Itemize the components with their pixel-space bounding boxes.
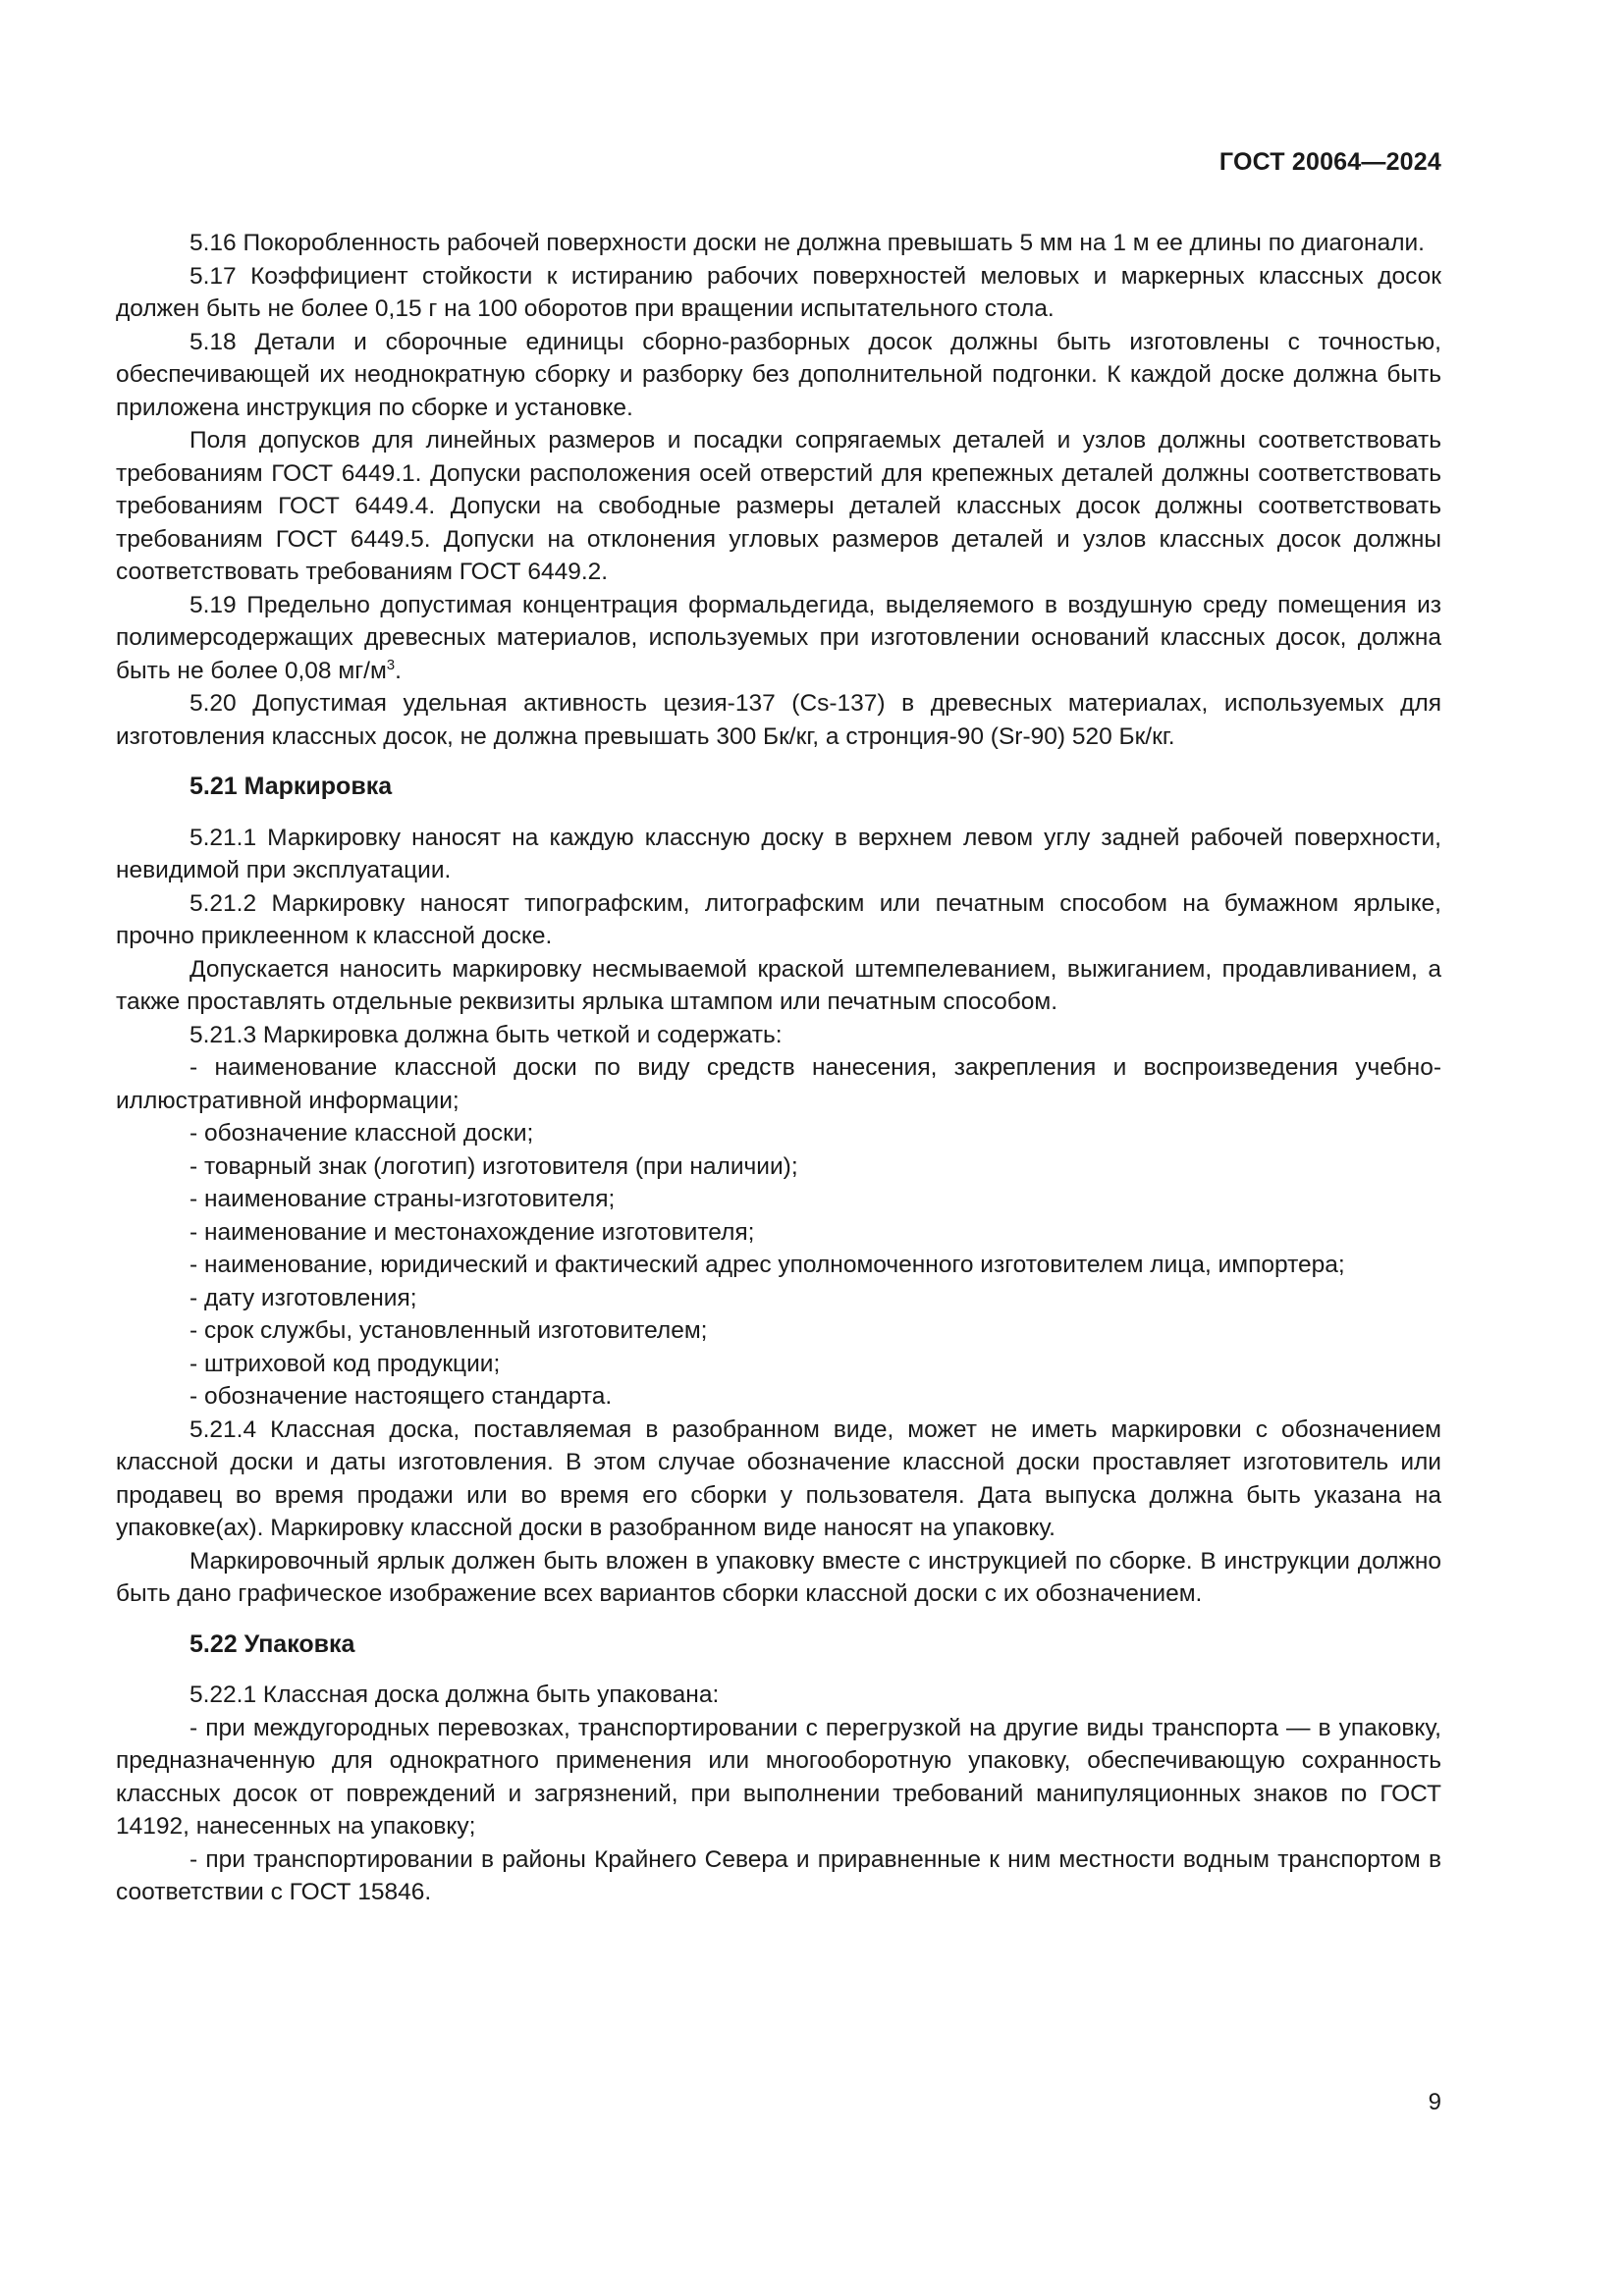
list-item: - наименование и местонахождение изготовителя; xyxy=(189,1218,755,1246)
list-item: - товарный знак (логотип) изготовителя (при наличии); xyxy=(189,1152,798,1180)
list-item: - дату изготовления; xyxy=(189,1284,417,1311)
list-item: - наименование, юридический и фактический адрес уполномоченного изготовителем лица, импортера; xyxy=(189,1252,1345,1278)
page-number: 9 xyxy=(1428,2089,1441,2115)
superscript-cube: 3 xyxy=(386,656,396,673)
paragraph-5-18: 5.18 Детали и сборочные единицы сборно-разборных досок должны быть изготовлены с точностью, обеспечивающей их неоднократную сборку и разборку без дополнительной подгонки. К каждой доске должна быть приложена инструкция по сборке и установке. xyxy=(116,328,1441,421)
list-item: - обозначение классной доски; xyxy=(189,1120,534,1147)
paragraph-marking-label: Маркировочный ярлык должен быть вложен в упаковку вместе с инструкцией по сборке. В инструкции должно быть дано графическое изображение всех вариантов сборки классной доски с их обозначением. xyxy=(116,1547,1441,1607)
section-heading-packaging: 5.22 Упаковка xyxy=(189,1629,355,1658)
paragraph-5-19-text: 5.19 Предельно допустимая концентрация формальдегида, выделяемого в воздушную среду помещения из полимерсодержащих древесных материалов, используемых при изготовлении оснований классных досок, должна быть не более 0,08 мг/м xyxy=(116,591,1441,684)
paragraph-5-19 xyxy=(116,589,1441,688)
paragraph-5-21-4: 5.21.4 Классная доска, поставляемая в разобранном виде, может не иметь маркировки с обозначением классной доски и даты изготовления. В этом случае обозначение классной доски проставляет изготовитель или продавец во время продажи или во время его сборки у пользователя. Дата выпуска должна быть указана на упаковке(ах). Маркировку классной доски в разобранном виде наносят на упаковку. xyxy=(116,1415,1441,1541)
paragraph-marking-allowed: Допускается наносить маркировку несмываемой краской штемпелеванием, выжиганием, продавливанием, а также проставлять отдельные реквизиты ярлыка штампом или печатным способом. xyxy=(116,955,1441,1015)
paragraph-5-22-1: 5.22.1 Классная доска должна быть упакована: xyxy=(189,1682,720,1708)
paragraph-tolerances: Поля допусков для линейных размеров и посадки сопрягаемых деталей и узлов должны соответствовать требованиям ГОСТ 6449.1. Допуски расположения осей отверстий для крепежных деталей должны соответствовать требованиям ГОСТ 6449.4. Допуски на свободные размеры деталей классных досок должны соответствовать требованиям ГОСТ 6449.5. Допуски на отклонения угловых размеров деталей и узлов классных досок должны соответствовать требованиям ГОСТ 6449.2. xyxy=(116,427,1441,585)
document-code-header: ГОСТ 20064—2024 xyxy=(1218,148,1441,176)
list-item: - при транспортировании в районы Крайнего Севера и приравненные к ним местности водным транспортом в соответствии с ГОСТ 15846. xyxy=(116,1845,1441,1905)
list-item: - при междугородных перевозках, транспортировании с перегрузкой на другие виды транспорта — в упаковку, предназначенную для однократного применения или многооборотную упаковку, обеспечивающую сохранность классных досок от повреждений и загрязнений, при выполнении требований манипуляционных знаков по ГОСТ 14192, нанесенных на упаковку; xyxy=(116,1714,1441,1840)
paragraph-5-21-1: 5.21.1 Маркировку наносят на каждую классную доску в верхнем левом углу задней рабочей поверхности, невидимой при эксплуатации. xyxy=(116,824,1441,883)
paragraph-5-16: 5.16 Покоробленность рабочей поверхности доски не должна превышать 5 мм на 1 м ее длины по диагонали. xyxy=(189,230,1425,256)
list-item: - наименование классной доски по виду средств нанесения, закрепления и воспроизведения учебно-иллюстративной информации; xyxy=(116,1054,1441,1114)
paragraph-5-17: 5.17 Коэффициент стойкости к истиранию рабочих поверхностей меловых и маркерных классных досок должен быть не более 0,15 г на 100 оборотов при вращении испытательного стола. xyxy=(116,262,1441,322)
list-item: - обозначение настоящего стандарта. xyxy=(189,1383,613,1410)
paragraph-5-19-tail: . xyxy=(395,657,402,684)
paragraph-5-21-3: 5.21.3 Маркировка должна быть четкой и содержать: xyxy=(189,1021,783,1048)
list-item: - наименование страны-изготовителя; xyxy=(189,1186,616,1212)
paragraph-5-20: 5.20 Допустимая удельная активность цезия-137 (Cs-137) в древесных материалах, используемых для изготовления классных досок, не должна превышать 300 Бк/кг, а стронция-90 (Sr-90) 520 Бк/кг. xyxy=(116,690,1441,750)
section-heading-marking: 5.21 Маркировка xyxy=(189,773,393,800)
paragraph-5-21-2: 5.21.2 Маркировку наносят типографским, литографским или печатным способом на бумажном ярлыке, прочно приклеенном к классной доске. xyxy=(116,889,1441,949)
list-item: - срок службы, установленный изготовителем; xyxy=(189,1317,708,1344)
page-content xyxy=(116,227,1441,1909)
list-item: - штриховой код продукции; xyxy=(189,1350,501,1377)
